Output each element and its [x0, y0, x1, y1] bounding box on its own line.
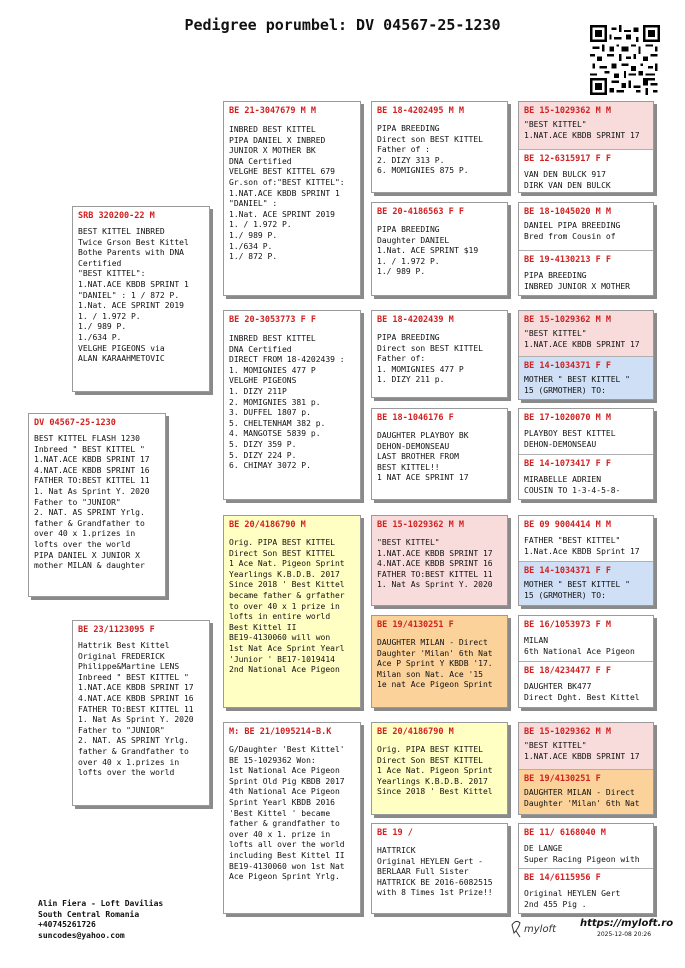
- pigeon-description: Hattrik Best Kittel Original FREDERICK Philippe&Martine LENS Inbreed " BEST KITTEL " 1.NAT.ACE KBDB SPRINT 17 4.NAT.ACE KBDB SPRINT 16 FATHER TO:BEST KITTEL 11 1. Nat As Sprint Y. 2020 Father to "JUNIOR" 2. NAT. AS SPRINT Yrlg. father & Grandfather to over 40 x 1.prizes in lofts over the world: [78, 641, 194, 778]
- pigeon-description: Orig. PIPA BEST KITTEL Direct Son BEST KITTEL 1 Ace Nat. Pigeon Sprint Yearlings K.B.D.B. 2017 Since 2018 ' Best Kittel became father & grfather to over 40 x 1 prize in lofts in entire world Best Kittel II BE19-4130060 will won 1st Nat Ace Sprint Yearl 'Junior ' BE17-1019414 2nd National Ace Pigeon: [229, 538, 345, 675]
- gen5-sire-section: [519, 409, 653, 454]
- pedigree-card-gen4-4[interactable]: [371, 408, 508, 500]
- pigeon-description: FATHER "BEST KITTEL" 1.Nat.Ace KBDB Sprint 17: [524, 536, 640, 556]
- ring-number: BE 14-1034371 F F: [524, 361, 611, 371]
- pedigree-card-gen5-6[interactable]: [518, 615, 654, 708]
- pedigree-card-gen4-3[interactable]: [371, 310, 508, 398]
- pedigree-card-gen5-7[interactable]: [518, 722, 654, 815]
- ring-number: BE 14-1034371 F F: [524, 566, 611, 576]
- owner-email[interactable]: suncodes@yahoo.com: [38, 930, 125, 940]
- pedigree-card-dam[interactable]: [72, 620, 210, 806]
- gen5-dam-section: [519, 251, 653, 296]
- pigeon-description: MOTHER " BEST KITTEL " 15 (GRMOTHER) TO:: [524, 375, 630, 395]
- ring-number: SRB 320200-22 M: [78, 211, 155, 221]
- pedigree-card-gen5-3[interactable]: [518, 310, 654, 400]
- ring-number: BE 15-1029362 M M: [377, 520, 464, 530]
- gen5-dam-section: [519, 869, 653, 914]
- ring-number: BE 20-3053773 F F: [229, 315, 316, 325]
- ring-number: BE 23/1123095 F: [78, 625, 155, 635]
- pedigree-card-gen5-5[interactable]: [518, 515, 654, 606]
- pigeon-description: DAUGHTER MILAN - Direct Daughter 'Milan' 6th Nat: [524, 788, 640, 808]
- pedigree-card-gen3-4[interactable]: [223, 722, 361, 914]
- ring-number: BE 15-1029362 M M: [524, 106, 611, 116]
- gen5-dam-section: [519, 562, 653, 606]
- pigeon-description: DAUGHTER BK477 Direct Dght. Best Kittel: [524, 682, 640, 702]
- pigeon-description: DANIEL PIPA BREEDING Bred from Cousin of: [524, 221, 621, 241]
- ring-number: BE 18-4202495 M M: [377, 106, 464, 116]
- pigeon-description: PIPA BREEDING Daughter DANIEL 1.Nat. ACE SPRINT $19 1. / 1.972 P. 1./ 989 P.: [377, 225, 479, 277]
- pigeon-description: PLAYBOY BEST KITTEL DEHON-DEMONSEAU: [524, 429, 616, 449]
- owner-info: [38, 899, 163, 941]
- ring-number: BE 14/6115956 F: [524, 873, 601, 883]
- pigeon-description: "BEST KITTEL" 1.NAT.ACE KBDB SPRINT 17 4.NAT.ACE KBDB SPRINT 16 FATHER TO:BEST KITTEL 11 1. Nat As Sprint Y. 2020: [377, 538, 493, 590]
- pigeon-description: Orig. PIPA BEST KITTEL Direct Son BEST KITTEL 1 Ace Nat. Pigeon Sprint Yearlings K.B.D.B. 2017 Since 2018 ' Best Kittel: [377, 745, 493, 797]
- footer-date: 2025-12-08 20:26: [597, 931, 652, 938]
- pigeon-description: Original HEYLEN Gert 2nd 455 Pig .: [524, 889, 621, 909]
- gen5-sire-section: [519, 616, 653, 661]
- pedigree-card-gen5-4[interactable]: [518, 408, 654, 500]
- pedigree-card-gen4-7[interactable]: [371, 722, 508, 815]
- ring-number: BE 15-1029362 M M: [524, 727, 611, 737]
- pigeon-description: MOTHER " BEST KITTEL " 15 (GRMOTHER) TO:: [524, 580, 630, 600]
- pigeon-description: DAUGHTER PLAYBOY BK DEHON-DEMONSEAU LAST BROTHER FROM BEST KITTEL!! 1 NAT ACE SPRINT 17: [377, 431, 469, 483]
- gen5-dam-section: [519, 357, 653, 400]
- pigeon-description: INBRED BEST KITTEL DNA Certified DIRECT FROM 18-4202439 : 1. MOMIGNIES 477 P VELGHE PIGEONS 1. DIZY 211P 2. MOMIGNIES 381 p. 3. DUFFEL 1807 p. 5. CHELTENHAM 382 p. 4. MANGOTSE 5839 p. 5. DIZY 359 P. 5. DIZY 224 P. 6. CHIMAY 3072 P.: [229, 334, 345, 471]
- pigeon-description: BEST KITTEL FLASH 1230 Inbreed " BEST KITTEL " 1.NAT.ACE KBDB SPRINT 17 4.NAT.ACE KBDB SPRINT 16 FATHER TO:BEST KITTEL 11 1. Nat As Sprint Y. 2020 Father to "JUNIOR" 2. NAT. AS SPRINT Yrlg. father & Grandfather to over 40 x 1.prizes in lofts over the world PIPA DANIEL X JUNIOR X mother MILAN & daughter: [34, 434, 150, 571]
- qr-code-icon: [590, 25, 660, 95]
- pedigree-card-subject[interactable]: [28, 413, 166, 597]
- gen5-sire-section: [519, 311, 653, 356]
- gen5-sire-section: [519, 723, 653, 769]
- pedigree-card-gen4-1[interactable]: [371, 101, 508, 193]
- pigeon-description: MILAN 6th National Ace Pigeon: [524, 636, 635, 656]
- owner-phone: +40745261726: [38, 920, 96, 929]
- pedigree-card-gen5-1[interactable]: [518, 101, 654, 193]
- ring-number: DV 04567-25-1230: [34, 418, 116, 428]
- pigeon-description: HATTRICK Original HEYLEN Gert - BERLAAR Full Sister HATTRICK BE 2016-6082515 with 8 Times 1st Prize!!: [377, 846, 493, 898]
- page-title: Pedigree porumbel: DV 04567-25-1230: [184, 16, 501, 34]
- gen5-sire-section: [519, 102, 653, 149]
- ring-number: BE 19 /: [377, 828, 413, 838]
- ring-number: BE 18-1046176 F: [377, 413, 454, 423]
- pigeon-description: PIPA BREEDING INBRED JUNIOR X MOTHER: [524, 271, 630, 291]
- pigeon-description: PIPA BREEDING Direct son BEST KITTEL Father of: 1. MOMIGNIES 477 P 1. DIZY 211 p.: [377, 333, 483, 385]
- pigeon-description: PIPA BREEDING Direct son BEST KITTEL Father of : 2. DIZY 313 P. 6. MOMIGNIES 875 P.: [377, 124, 483, 176]
- pigeon-description: VAN DEN BULCK 917 DIRK VAN DEN BULCK: [524, 170, 611, 190]
- ring-number: BE 20/4186790 M: [229, 520, 306, 530]
- ring-number: BE 09 9004414 M M: [524, 520, 611, 530]
- gen5-sire-section: [519, 203, 653, 250]
- gen5-sire-section: [519, 824, 653, 868]
- gen5-sire-section: [519, 516, 653, 561]
- ring-number: BE 18-1045020 M M: [524, 207, 611, 217]
- ring-number: BE 16/1053973 F M: [524, 620, 611, 630]
- owner-name: Alin Fiera - Loft Davilias: [38, 899, 164, 908]
- footer-url-link[interactable]: https://myloft.ro: [580, 918, 674, 929]
- ring-number: BE 19/4130251 F: [377, 620, 454, 630]
- ring-number: BE 19-4130213 F F: [524, 255, 611, 265]
- pedigree-card-gen5-8[interactable]: [518, 823, 654, 914]
- pedigree-card-gen4-5[interactable]: [371, 515, 508, 606]
- pigeon-description: "BEST KITTEL" 1.NAT.ACE KBDB SPRINT 17: [524, 120, 640, 140]
- pigeon-description: G/Daughter 'Best Kittel' BE 15-1029362 Won: 1st National Ace Pigeon Sprint Old Pig KBDB 2017 4th National Ace Pigeon Sprint Yearl KBDB 2016 'Best Kittel ' became father & grandfather to over 40 x 1. prize in lofts all over the world including Best Kittel II BE19-4130060 won 1st Nat Ace Pigeon Sprint Yrlg.: [229, 745, 345, 882]
- myloft-logo-icon: [510, 917, 570, 939]
- ring-number: BE 18/4234477 F F: [524, 666, 611, 676]
- pigeon-description: DE LANGE Super Racing Pigeon with: [524, 844, 640, 864]
- svg-text:myloft: myloft: [524, 924, 556, 935]
- ring-number: BE 14-1073417 F F: [524, 459, 611, 469]
- gen5-dam-section: [519, 150, 653, 193]
- ring-number: M: BE 21/1095214-B.K: [229, 727, 332, 737]
- pedigree-card-gen4-2[interactable]: [371, 202, 508, 296]
- pedigree-card-gen3-3[interactable]: [223, 515, 361, 708]
- pedigree-card-gen5-2[interactable]: [518, 202, 654, 296]
- pigeon-description: BEST KITTEL INBRED Twice Grson Best Kittel Bothe Parents with DNA Certified "BEST KITTEL": 1.NAT.ACE KBDB SPRINT 1 "DANIEL" : 1 / 872 P. 1.Nat. ACE SPRINT 2019 1. / 1.972 P. 1./ 989 P. 1./634 P. VELGHE PIGEONS via ALAN KARAAHMETOVIC: [78, 227, 189, 364]
- ring-number: BE 18-4202439 M: [377, 315, 454, 325]
- gen5-dam-section: [519, 455, 653, 500]
- pigeon-description: DAUGHTER MILAN - Direct Daughter 'Milan' 6th Nat Ace P Sprint Y KBDB '17. Milan son Nat. Ace '15 1e nat Ace Pigeon Sprint: [377, 638, 493, 690]
- ring-number: BE 20/4186790 M: [377, 727, 454, 737]
- pigeon-description: INBRED BEST KITTEL PIPA DANIEL X INBRED JUNIOR X MOTHER BK DNA Certified VELGHE BEST KITTEL 679 Gr.son of:"BEST KITTEL": 1.NAT.ACE KBDB SPRINT 1 "DANIEL" : 1.Nat. ACE SPRINT 2019 1. / 1.972 P. 1./ 989 P. 1./634 P. 1./ 872 P.: [229, 125, 345, 262]
- ring-number: BE 17-1020070 M M: [524, 413, 611, 423]
- ring-number: BE 12-6315917 F F: [524, 154, 611, 164]
- pedigree-card-gen4-8[interactable]: [371, 823, 508, 914]
- ring-number: BE 19/4130251 F: [524, 774, 601, 784]
- gen5-dam-section: [519, 770, 653, 815]
- pedigree-card-gen3-1[interactable]: [223, 101, 361, 296]
- owner-region: South Central Romania: [38, 909, 140, 919]
- pigeon-description: "BEST KITTEL" 1.NAT.ACE KBDB SPRINT 17: [524, 741, 640, 761]
- pedigree-card-sire[interactable]: [72, 206, 210, 392]
- ring-number: BE 20-4186563 F F: [377, 207, 464, 217]
- pedigree-card-gen4-6[interactable]: [371, 615, 508, 708]
- ring-number: BE 11/ 6168040 M: [524, 828, 606, 838]
- pigeon-description: MIRABELLE ADRIEN COUSIN TO 1-3-4-5-8-: [524, 475, 621, 495]
- ring-number: BE 15-1029362 M M: [524, 315, 611, 325]
- gen5-dam-section: [519, 662, 653, 708]
- ring-number: BE 21-3047679 M M: [229, 106, 316, 116]
- pedigree-card-gen3-2[interactable]: [223, 310, 361, 500]
- pigeon-description: "BEST KITTEL" 1.NAT.ACE KBDB SPRINT 17: [524, 329, 640, 349]
